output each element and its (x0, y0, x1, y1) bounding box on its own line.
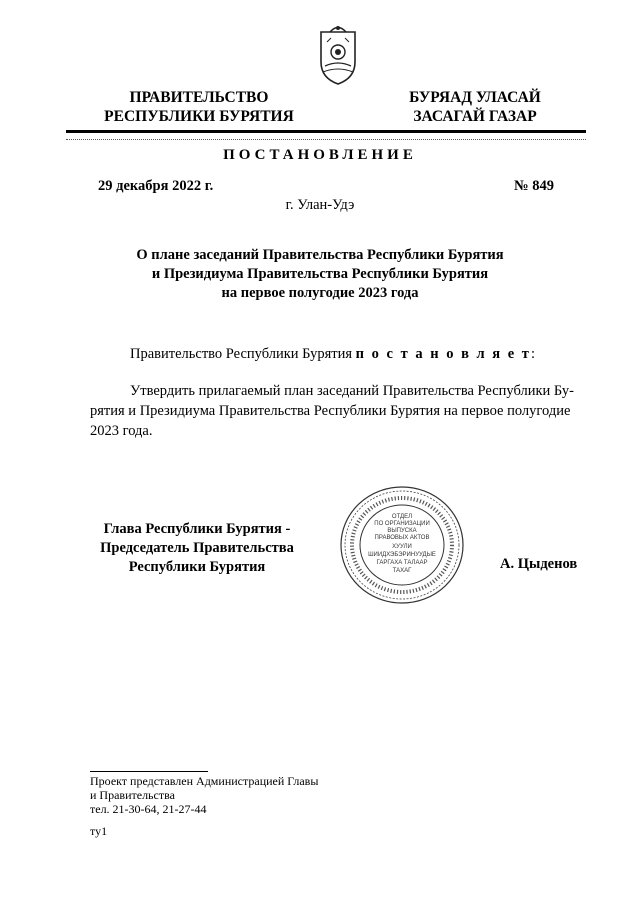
preamble-end: : (530, 346, 535, 362)
seal-line5: ХУУЛИ (392, 544, 412, 550)
footer-divider (90, 771, 208, 772)
official-seal-stamp (338, 484, 466, 606)
header-right-line1: БУРЯАД УЛАСАЙ (409, 89, 541, 106)
subject-line3: на первое полугодие 2023 года (221, 285, 419, 301)
footer-line2: и Правительства (90, 788, 175, 802)
preamble-verb: п о с т а н о в л я е т (355, 346, 531, 362)
document-city: г. Улан-Удэ (285, 197, 355, 213)
body-line3: 2023 года. (90, 423, 153, 439)
body-line1: Утвердить прилагаемый план заседаний Правительства Республики Бу- (130, 383, 574, 399)
header-left-line1: ПРАВИТЕЛЬСТВО (129, 89, 269, 106)
document-subject (100, 246, 540, 303)
header-right (395, 88, 555, 126)
footer-code: ту1 (90, 824, 108, 838)
document-date: 29 декабря 2022 г. (98, 178, 214, 194)
header-divider (66, 130, 586, 133)
preamble (130, 346, 535, 363)
body-line2: рятия и Президиума Правительства Республики Бурятия на первое полугодие (90, 403, 571, 419)
signatory-name: А. Цыденов (500, 556, 578, 572)
seal-line3: ВЫПУСКА (387, 528, 417, 534)
footer-line1: Проект представлен Администрацией Главы (90, 774, 319, 788)
coat-of-arms-emblem (313, 22, 363, 86)
preamble-text: Правительство Республики Бурятия (130, 346, 356, 362)
header-left (96, 88, 302, 126)
signatory-title-line1: Глава Республики Бурятия - (103, 521, 291, 537)
seal-line6: ШИИДХЭБЭРИНУУДЫЕ (368, 552, 436, 558)
header-right-line2: ЗАСАГАЙ ГАЗАР (413, 108, 537, 125)
seal-line4: ПРАВОВЫХ АКТОВ (374, 535, 430, 541)
seal-line1: ОТДЕЛ (391, 514, 413, 520)
header-left-line2: РЕСПУБЛИКИ БУРЯТИЯ (104, 108, 294, 125)
seal-line8: ТАХАГ (392, 568, 412, 574)
signatory-title (86, 520, 308, 577)
document-number: № 849 (514, 178, 554, 194)
document-type-title: ПОСТАНОВЛЕНИЕ (223, 147, 417, 163)
signatory-title-line3: Республики Бурятия (128, 559, 266, 575)
subject-line2: и Президиума Правительства Республики Бурятия (151, 266, 489, 282)
subject-line1: О плане заседаний Правительства Республики Бурятия (136, 247, 504, 263)
signatory-title-line2: Председатель Правительства (100, 540, 294, 556)
header-divider-dotted (66, 139, 586, 140)
footer-line3: тел. 21-30-64, 21-27-44 (90, 802, 207, 816)
seal-line2: ПО ОРГАНИЗАЦИИ (374, 521, 430, 527)
seal-line7: ГАРГАХА ТАЛААР (376, 560, 428, 566)
